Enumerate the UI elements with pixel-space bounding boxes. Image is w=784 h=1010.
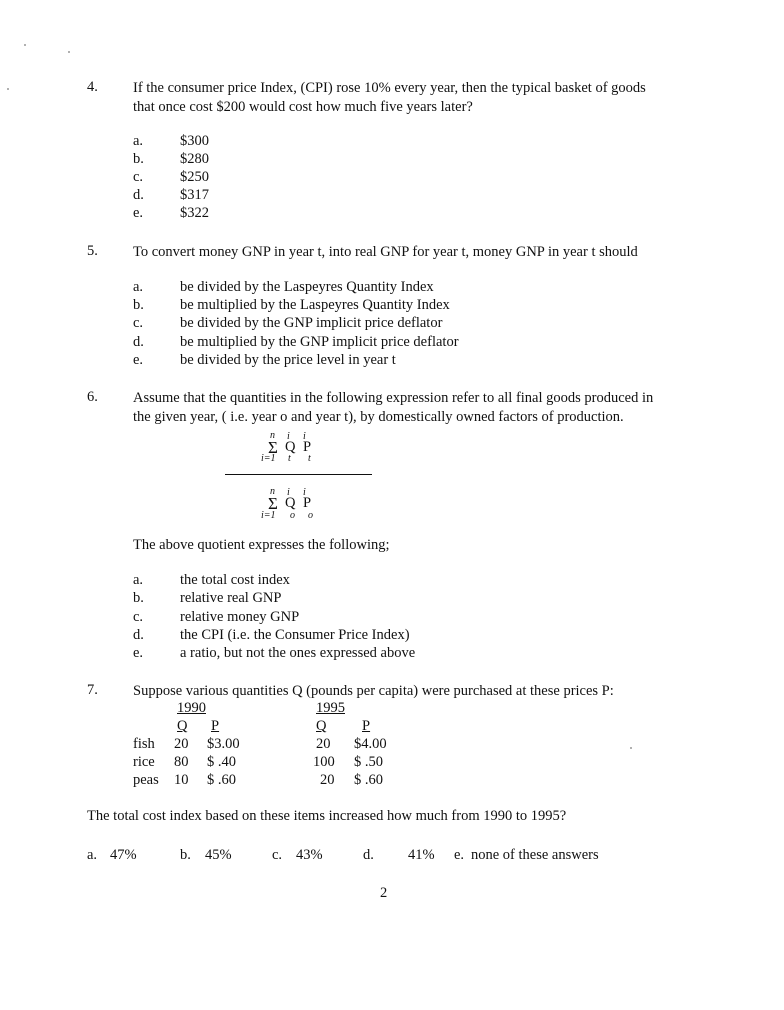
page-number: 2 [380,885,388,901]
option-text: be divided by the price level in year t [180,352,396,368]
price-1990: $ .60 [207,772,236,788]
option-letter: e. [133,352,144,368]
option-letter: e. [133,205,144,221]
option-text: $300 [180,133,209,149]
option-letter: a. [87,847,98,863]
price-1990: $3.00 [207,736,240,752]
option-letter: b. [180,847,191,863]
q-symbol: Q [285,495,296,511]
q-subscript: t [288,453,291,464]
option-text: 45% [205,847,232,863]
fraction-bar [225,474,372,475]
q-superscript: i [287,487,290,498]
question-number: 5. [87,243,98,259]
q-symbol: Q [285,439,296,455]
sum-lower-limit: i=1 [261,453,276,464]
sum-upper-limit: n [270,486,275,497]
option-text: the total cost index [180,572,290,588]
p-symbol: P [303,495,312,511]
question-text-line: that once cost $200 would cost how much five years later? [133,99,473,115]
column-header-q: Q [316,718,327,734]
option-text: $317 [180,187,209,203]
quantity-1995: 100 [313,754,335,770]
question-number: 4. [87,79,98,95]
question-text-line: To convert money GNP in year t, into real GNP for year t, money GNP in year t should [133,244,638,260]
option-letter: a. [133,133,144,149]
option-text: 43% [296,847,323,863]
quantity-1990: 20 [174,736,189,752]
p-subscript: o [308,510,313,521]
question-text-line: Assume that the quantities in the following expression refer to all final goods produced in [133,390,654,406]
scan-speck [630,747,632,749]
option-text: the CPI (i.e. the Consumer Price Index) [180,627,410,643]
option-letter: c. [133,609,144,625]
option-letter: b. [133,151,144,167]
p-symbol: P [303,439,312,455]
scan-speck [68,51,70,53]
quantity-1990: 10 [174,772,189,788]
price-1995: $ .60 [354,772,383,788]
column-header-p: P [211,718,220,734]
option-text: $322 [180,205,209,221]
question-text-line: The above quotient expresses the following; [133,537,390,553]
sigma-symbol: Σ [268,438,278,457]
option-text: none of these answers [471,847,599,863]
scan-speck [7,88,9,90]
year-header-1995: 1995 [316,700,345,716]
option-letter: a. [133,572,144,588]
option-text: be divided by the Laspeyres Quantity Index [180,279,434,295]
option-text: a ratio, but not the ones expressed above [180,645,416,661]
option-letter: d. [133,334,144,350]
item-name: rice [133,754,155,770]
option-letter: d. [133,187,144,203]
option-letter: c. [133,169,144,185]
option-letter: a. [133,279,144,295]
year-header-1990: 1990 [177,700,206,716]
q-superscript: i [287,431,290,442]
option-letter: d. [133,627,144,643]
question-text-line: the given year, ( i.e. year o and year t), by domestically owned factors of production. [133,409,624,425]
sum-lower-limit: i=1 [261,510,276,521]
question-number: 7. [87,682,98,698]
option-text: be multiplied by the Laspeyres Quantity Index [180,297,450,313]
q-subscript: o [290,510,295,521]
option-letter: c. [133,315,144,331]
item-name: fish [133,736,155,752]
sum-upper-limit: n [270,430,275,441]
option-text: relative real GNP [180,590,282,606]
question-text-line: The total cost index based on these items increased how much from 1990 to 1995? [87,808,567,824]
price-1995: $ .50 [354,754,383,770]
price-1990: $ .40 [207,754,236,770]
option-text: $250 [180,169,209,185]
question-text-line: Suppose various quantities Q (pounds per capita) were purchased at these prices P: [133,683,614,699]
option-letter: b. [133,297,144,313]
quantity-1990: 80 [174,754,189,770]
option-text: relative money GNP [180,609,300,625]
price-1995: $4.00 [354,736,387,752]
quantity-1995: 20 [316,736,331,752]
p-subscript: t [308,453,311,464]
column-header-q: Q [177,718,188,734]
p-superscript: i [303,487,306,498]
option-text: $280 [180,151,209,167]
p-superscript: i [303,431,306,442]
column-header-p: P [362,718,371,734]
option-letter: e. [133,645,144,661]
item-name: peas [133,772,159,788]
option-text: 41% [408,847,435,863]
option-letter: c. [272,847,283,863]
sigma-symbol: Σ [268,494,278,513]
quantity-1995: 20 [320,772,335,788]
question-number: 6. [87,389,98,405]
option-letter: d. [363,847,374,863]
scan-speck [24,44,26,46]
option-letter: e. [454,847,465,863]
option-text: 47% [110,847,137,863]
quotient-formula [225,428,375,532]
option-text: be multiplied by the GNP implicit price deflator [180,334,459,350]
question-text-line: If the consumer price Index, (CPI) rose 10% every year, then the typical basket of goods [133,80,646,96]
option-text: be divided by the GNP implicit price deflator [180,315,443,331]
option-letter: b. [133,590,144,606]
